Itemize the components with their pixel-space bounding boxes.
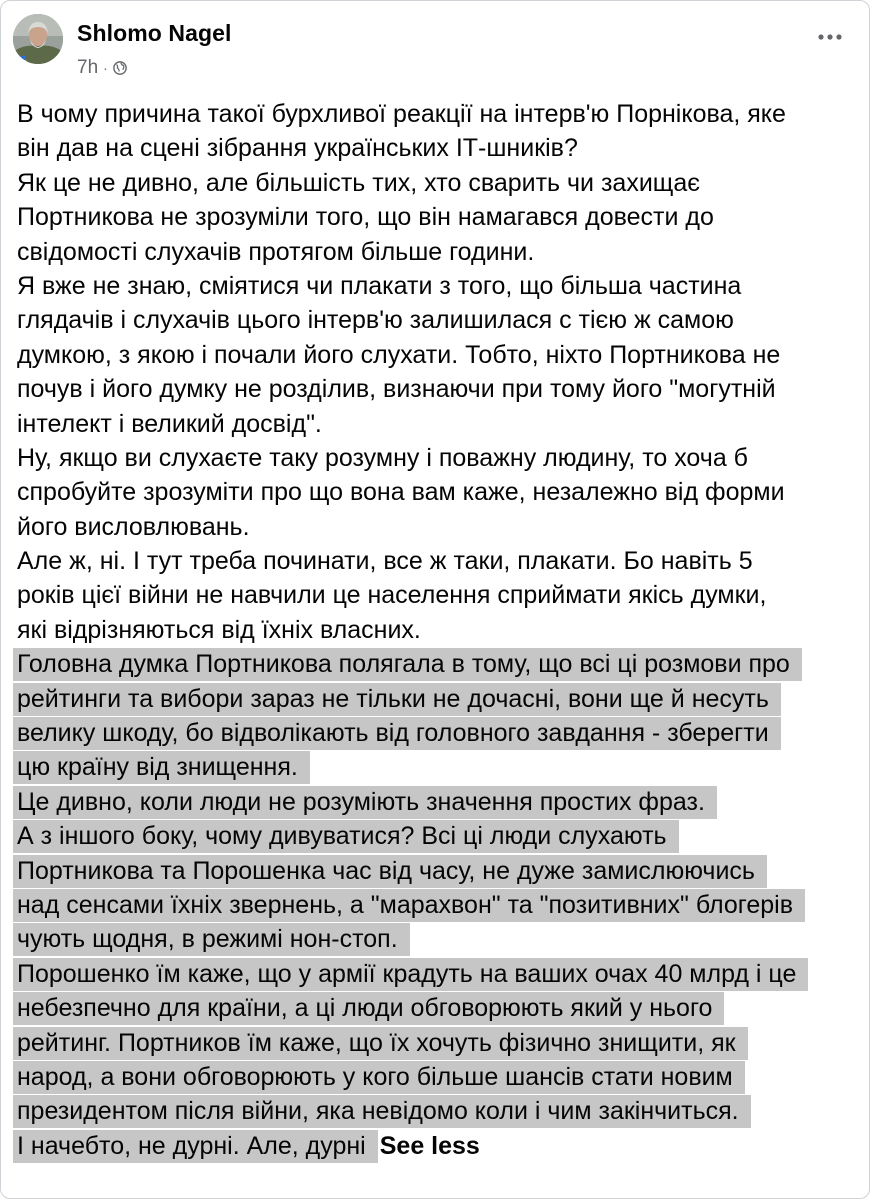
highlighted-line [17, 682, 862, 716]
highlighted-text[interactable]: цю країну від знищення. [13, 751, 310, 784]
text-line: Ну, якщо ви слухаєте таку розумну і поважну людину, то хоча б [17, 443, 748, 472]
highlighted-text[interactable]: рейтинг. Портников їм каже, що їх хочуть фізично знищити, як [13, 1027, 748, 1060]
highlighted-text[interactable]: Це дивно, коли люди не розуміють значення простих фраз. [13, 786, 717, 819]
highlighted-text[interactable]: чують щодня, в режимі нон-стоп. [13, 923, 410, 956]
highlighted-line [17, 922, 862, 956]
text-line: Портникова не зрозуміли того, що він намагався довести до [17, 203, 714, 232]
more-dots-icon [818, 34, 842, 40]
highlighted-line [17, 1094, 862, 1128]
post-meta [77, 57, 127, 79]
highlighted-line [17, 750, 862, 784]
author-name[interactable]: Shlomo Nagel [77, 20, 232, 46]
text-line: думкою, з якою і почали його слухати. Тобто, ніхто Портникова не [17, 340, 781, 369]
highlighted-text[interactable]: небезпечно для країни, а ці люди обговорюють який у нього [13, 992, 724, 1025]
highlighted-line [17, 888, 862, 922]
highlighted-line [17, 1026, 862, 1060]
highlighted-text[interactable]: Порошенко їм каже, що у армії крадуть на ваших очах 40 млрд і це [13, 958, 808, 991]
text-line: Я вже не знаю, сміятися чи плакати з того, що більша частина [17, 271, 742, 300]
highlighted-line [17, 1060, 862, 1094]
meta-separator: · [103, 60, 108, 76]
see-less-link[interactable]: See less [379, 1131, 480, 1160]
highlighted-text[interactable]: президентом після війни, яка невідомо коли і чим закінчиться. [13, 1095, 751, 1128]
highlighted-text[interactable]: Портникова та Порошенка час від часу, не дуже замислюючись [13, 855, 767, 888]
text-line: Як це не дивно, але більшість тих, хто сварить чи захищає [17, 168, 701, 197]
highlighted-line [17, 716, 862, 750]
highlighted-line [17, 785, 862, 819]
post-text [17, 97, 862, 1163]
highlighted-line [17, 1129, 862, 1163]
highlighted-text[interactable]: Головна думка Портникова полягала в тому, що всі ці розмови про [13, 648, 802, 681]
text-line: років цієї війни не навчили це населення сприймати якісь думки, [17, 581, 767, 610]
highlighted-text[interactable]: народ, а вони обговорюють у кого більше шансів стати новим [13, 1061, 745, 1094]
avatar-image [13, 14, 63, 64]
highlighted-text[interactable]: І начебто, не дурні. Але, дурні [13, 1130, 378, 1163]
highlighted-text[interactable]: над сенсами їхніх звернень, а "марахвон" та "позитивних" блогерів [13, 889, 805, 922]
text-line: глядачів і слухачів цього інтерв'ю залишилася с тією ж самою [17, 306, 734, 335]
globe-icon[interactable] [113, 61, 127, 75]
text-line: В чому причина такої бурхливої реакції на інтерв'ю Порнікова, яке [17, 100, 786, 128]
text-line: інтелект і великий досвід". [17, 409, 322, 438]
text-line: його висловлювань. [17, 512, 250, 541]
avatar[interactable] [13, 14, 63, 64]
text-line: які відрізняються від їхніх власних. [17, 615, 421, 644]
text-line: він дав на сцені зібрання українських ІТ-шників? [17, 134, 578, 163]
highlighted-text[interactable]: А з іншого боку, чому дивуватися? Всі ці люди слухають [13, 820, 679, 853]
post-time[interactable]: 7h [77, 57, 99, 78]
more-options-button[interactable] [815, 27, 845, 47]
highlighted-line [17, 647, 862, 681]
highlighted-line [17, 819, 862, 853]
highlighted-line [17, 957, 862, 991]
text-line: спробуйте зрозуміти про що вона вам каже, незалежно від форми [17, 478, 785, 507]
highlighted-line [17, 991, 862, 1025]
highlighted-line [17, 854, 862, 888]
highlighted-text[interactable]: рейтинги та вибори зараз не тільки не дочасні, вони ще й несуть [13, 683, 781, 716]
highlighted-text[interactable]: велику шкоду, бо відволікають від головного завдання - зберегти [13, 717, 781, 750]
text-line: свідомості слухачів протягом більше години. [17, 237, 535, 266]
text-line: почув і його думку не розділив, визнаючи при тому його "могутній [17, 375, 776, 404]
text-line: Але ж, ні. І тут треба починати, все ж таки, плакати. Бо навіть 5 [17, 547, 753, 576]
